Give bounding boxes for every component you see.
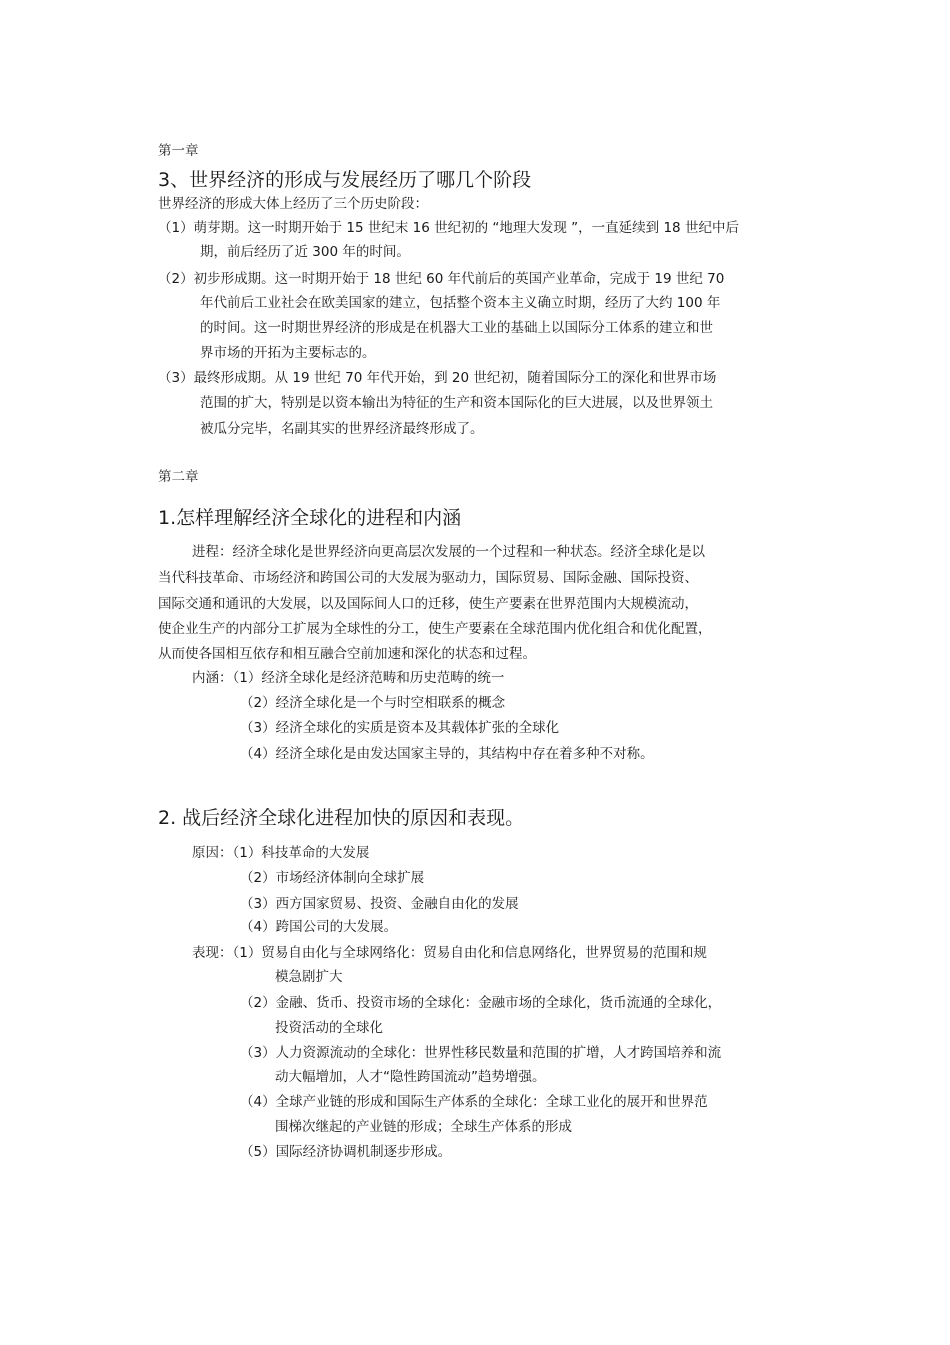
stage-2-line-2: 年代前后工业社会在欧美国家的建立，包括整个资本主义确立时期，经历了大约 100 年 [200,295,721,311]
manifestation-line: 投资活动的全球化 [275,1020,383,1036]
process-paragraph-line: 进程：经济全球化是世界经济向更高层次发展的一个过程和一种状态。经济全球化是以 [192,544,705,560]
reason-item: （4）跨国公司的大发展。 [240,919,398,935]
stage-1-line-1: （1）萌芽期。这一时期开始于 15 世纪末 16 世纪初的 “地理大发现 ”，一直延续到 18 世纪中后 [158,220,739,236]
reason-item: （2）市场经济体制向全球扩展 [240,870,425,886]
chapter-2-label: 第二章 [158,469,199,485]
chapter-1-heading: 3、世界经济的形成与发展经历了哪几个阶段 [158,169,532,191]
process-paragraph-line: 使企业生产的内部分工扩展为全球性的分工，使生产要素在全球范围内优化组合和优化配置， [158,621,712,637]
stage-2-line-4: 界市场的开拓为主要标志的。 [200,345,376,361]
manifestation-line: （3）人力资源流动的全球化：世界性移民数量和范围的扩增，人才跨国培养和流 [240,1045,722,1061]
chapter-1-label: 第一章 [158,143,199,159]
manifestation-line: （4）全球产业链的形成和国际生产体系的全球化：全球工业化的展开和世界范 [240,1094,708,1110]
reason-item: 原因：（1）科技革命的大发展 [192,845,370,861]
stage-3-line-2: 范围的扩大，特别是以资本输出为特征的生产和资本国际化的巨大进展，以及世界领土 [200,395,713,411]
manifestation-line: （5）国际经济协调机制逐步形成。 [240,1144,452,1160]
connotation-item: （4）经济全球化是由发达国家主导的，其结构中存在着多种不对称。 [240,746,654,762]
stage-2-line-3: 的时间。这一时期世界经济的形成是在机器大工业的基础上以国际分工体系的建立和世 [200,320,713,336]
chapter-1-intro: 世界经济的形成大体上经历了三个历史阶段： [158,196,428,212]
stage-1-line-2: 期，前后经历了近 300 年的时间。 [200,244,410,260]
stage-3-line-1: （3）最终形成期。从 19 世纪 70 年代开始，到 20 世纪初，随着国际分工的深化和世界市场 [158,370,717,386]
manifestation-line: （2）金融、货币、投资市场的全球化：金融市场的全球化，货币流通的全球化， [240,995,722,1011]
connotation-item: （2）经济全球化是一个与时空相联系的概念 [240,695,506,711]
process-paragraph-line: 当代科技革命、市场经济和跨国公司的大发展为驱动力，国际贸易、国际金融、国际投资、 [158,570,698,586]
connotation-item: （3）经济全球化的实质是资本及其载体扩张的全球化 [240,720,560,736]
manifestation-line: 模急剧扩大 [275,969,343,985]
connotation-item: 内涵：（1）经济全球化是经济范畴和历史范畴的统一 [192,670,505,686]
manifestation-line: 表现：（1）贸易自由化与全球网络化：贸易自由化和信息网络化，世界贸易的范围和规 [192,945,707,961]
stage-3-line-3: 被瓜分完毕，名副其实的世界经济最终形成了。 [200,421,484,437]
question-1-heading: 1.怎样理解经济全球化的进程和内涵 [158,507,462,529]
process-paragraph-line: 从而使各国相互依存和相互融合空前加速和深化的状态和过程。 [158,646,536,662]
process-paragraph-line: 国际交通和通讯的大发展，以及国际间人口的迁移，使生产要素在世界范围内大规模流动， [158,596,698,612]
manifestation-line: 围梯次继起的产业链的形成；全球生产体系的形成 [275,1119,572,1135]
question-2-heading: 2. 战后经济全球化进程加快的原因和表现。 [158,807,525,829]
reason-item: （3）西方国家贸易、投资、金融自由化的发展 [240,896,519,912]
manifestation-line: 动大幅增加，人才“隐性跨国流动”趋势增强。 [275,1069,546,1085]
stage-2-line-1: （2）初步形成期。这一时期开始于 18 世纪 60 年代前后的英国产业革命，完成于 19 世纪 70 [158,271,725,287]
